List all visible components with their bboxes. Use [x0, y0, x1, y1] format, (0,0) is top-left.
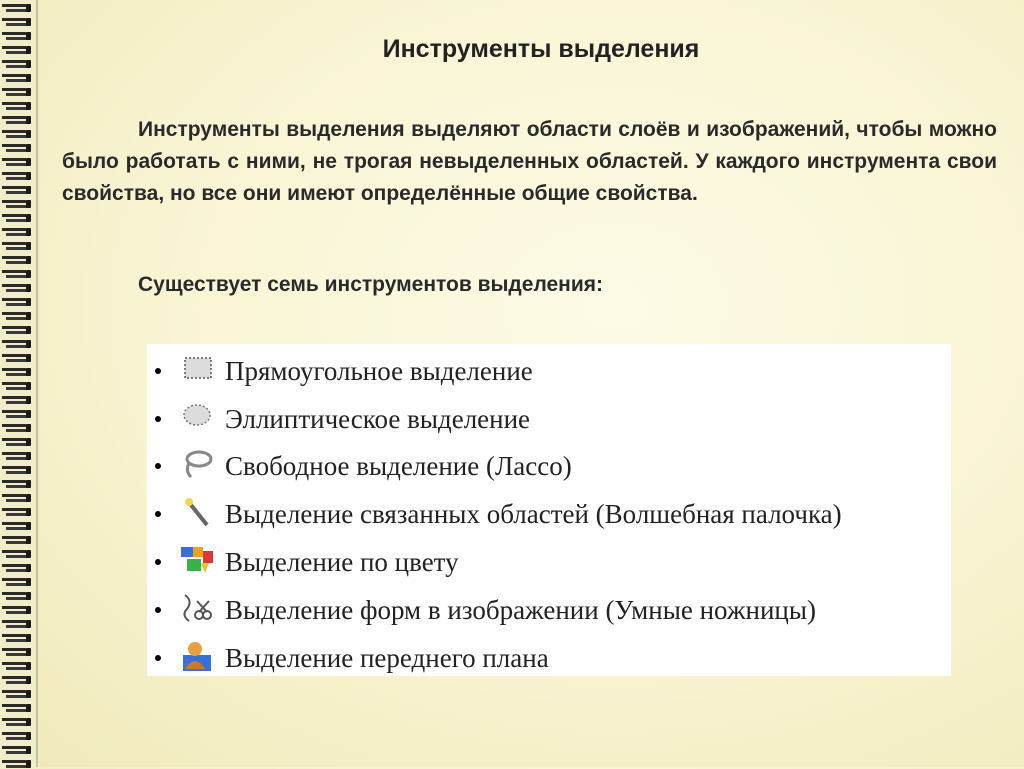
spiral-ring — [2, 326, 32, 335]
spiral-ring — [2, 578, 32, 587]
scissors-icon — [179, 591, 215, 627]
bullet — [155, 511, 161, 517]
spiral-ring — [2, 368, 32, 377]
spiral-ring — [2, 606, 32, 615]
spiral-ring — [2, 410, 32, 419]
spiral-ring — [2, 550, 32, 559]
spiral-ring — [2, 634, 32, 643]
spiral-binding — [0, 0, 40, 767]
bullet — [155, 368, 161, 374]
spiral-ring — [2, 536, 32, 545]
spiral-ring — [2, 382, 32, 391]
list-item — [147, 398, 951, 444]
spiral-ring — [2, 4, 32, 13]
list-item — [147, 493, 951, 539]
spiral-ring — [2, 466, 32, 475]
spiral-ring — [2, 452, 32, 461]
tool-label: Выделение связанных областей (Волшебная палочка) — [225, 499, 842, 529]
tool-label: Свободное выделение (Лассо) — [225, 451, 572, 481]
tool-label: Прямоугольное выделение — [225, 356, 533, 386]
spiral-ring — [2, 746, 32, 755]
tool-label: Эллиптическое выделение — [225, 404, 531, 434]
spiral-ring — [2, 662, 32, 671]
spiral-ring — [2, 158, 32, 167]
spiral-ring — [2, 172, 32, 181]
list-item — [147, 541, 951, 587]
spiral-ring — [2, 718, 32, 727]
spiral-ring — [2, 508, 32, 517]
spiral-ring — [2, 74, 32, 83]
spiral-ring — [2, 270, 32, 279]
bullet — [155, 559, 161, 565]
spiral-ring — [2, 592, 32, 601]
spiral-ring — [2, 648, 32, 657]
spiral-ring — [2, 284, 32, 293]
intro-paragraph: Инструменты выделения выделяют области слоёв и изображений, чтобы можно было работать с ними, не трогая невыделенных областей. У каждого инструмента свои свойства, но все они имеют определённые общие свойства. — [62, 118, 997, 205]
lead-text: Существует семь инструментов выделения: — [138, 273, 604, 296]
spiral-ring — [2, 480, 32, 489]
spiral-ring — [2, 312, 32, 321]
rectangle-select-icon — [179, 352, 215, 388]
tool-label: Выделение переднего плана — [225, 643, 549, 673]
spiral-ring — [2, 760, 32, 769]
list-item — [147, 445, 951, 491]
spiral-ring — [2, 522, 32, 531]
spiral-ring — [2, 18, 32, 27]
tool-label: Выделение форм в изображении (Умные ножницы) — [225, 595, 816, 625]
spiral-ring — [2, 354, 32, 363]
magic-wand-icon — [179, 495, 215, 531]
list-item — [147, 637, 951, 683]
spiral-ring — [2, 200, 32, 209]
spiral-ring — [2, 620, 32, 629]
bullet — [155, 607, 161, 613]
spiral-ring — [2, 102, 32, 111]
spiral-ring — [2, 424, 32, 433]
color-select-icon — [179, 543, 215, 579]
spiral-ring — [2, 242, 32, 251]
spiral-ring — [2, 130, 32, 139]
spiral-ring — [2, 732, 32, 741]
tools-list — [147, 344, 951, 676]
list-item — [147, 589, 951, 635]
spiral-ring — [2, 494, 32, 503]
bullet — [155, 416, 161, 422]
spiral-ring — [2, 256, 32, 265]
bullet — [155, 655, 161, 661]
spiral-ring — [2, 676, 32, 685]
spiral-ring — [2, 144, 32, 153]
spiral-ring — [2, 438, 32, 447]
tool-label: Выделение по цвету — [225, 547, 459, 577]
lasso-icon — [179, 447, 215, 483]
spiral-ring — [2, 116, 32, 125]
slide-title: Инструменты выделения — [382, 35, 700, 63]
spiral-ring — [2, 396, 32, 405]
spiral-ring — [2, 340, 32, 349]
foreground-select-icon — [179, 639, 215, 675]
spiral-ring — [2, 298, 32, 307]
ellipse-select-icon — [179, 400, 215, 436]
spiral-ring — [2, 704, 32, 713]
spiral-ring — [2, 214, 32, 223]
spiral-ring — [2, 228, 32, 237]
list-item — [147, 350, 951, 396]
spiral-ring — [2, 564, 32, 573]
bullet — [155, 463, 161, 469]
spiral-ring — [2, 186, 32, 195]
spiral-ring — [2, 690, 32, 699]
page-edge — [36, 0, 38, 767]
spiral-ring — [2, 88, 32, 97]
